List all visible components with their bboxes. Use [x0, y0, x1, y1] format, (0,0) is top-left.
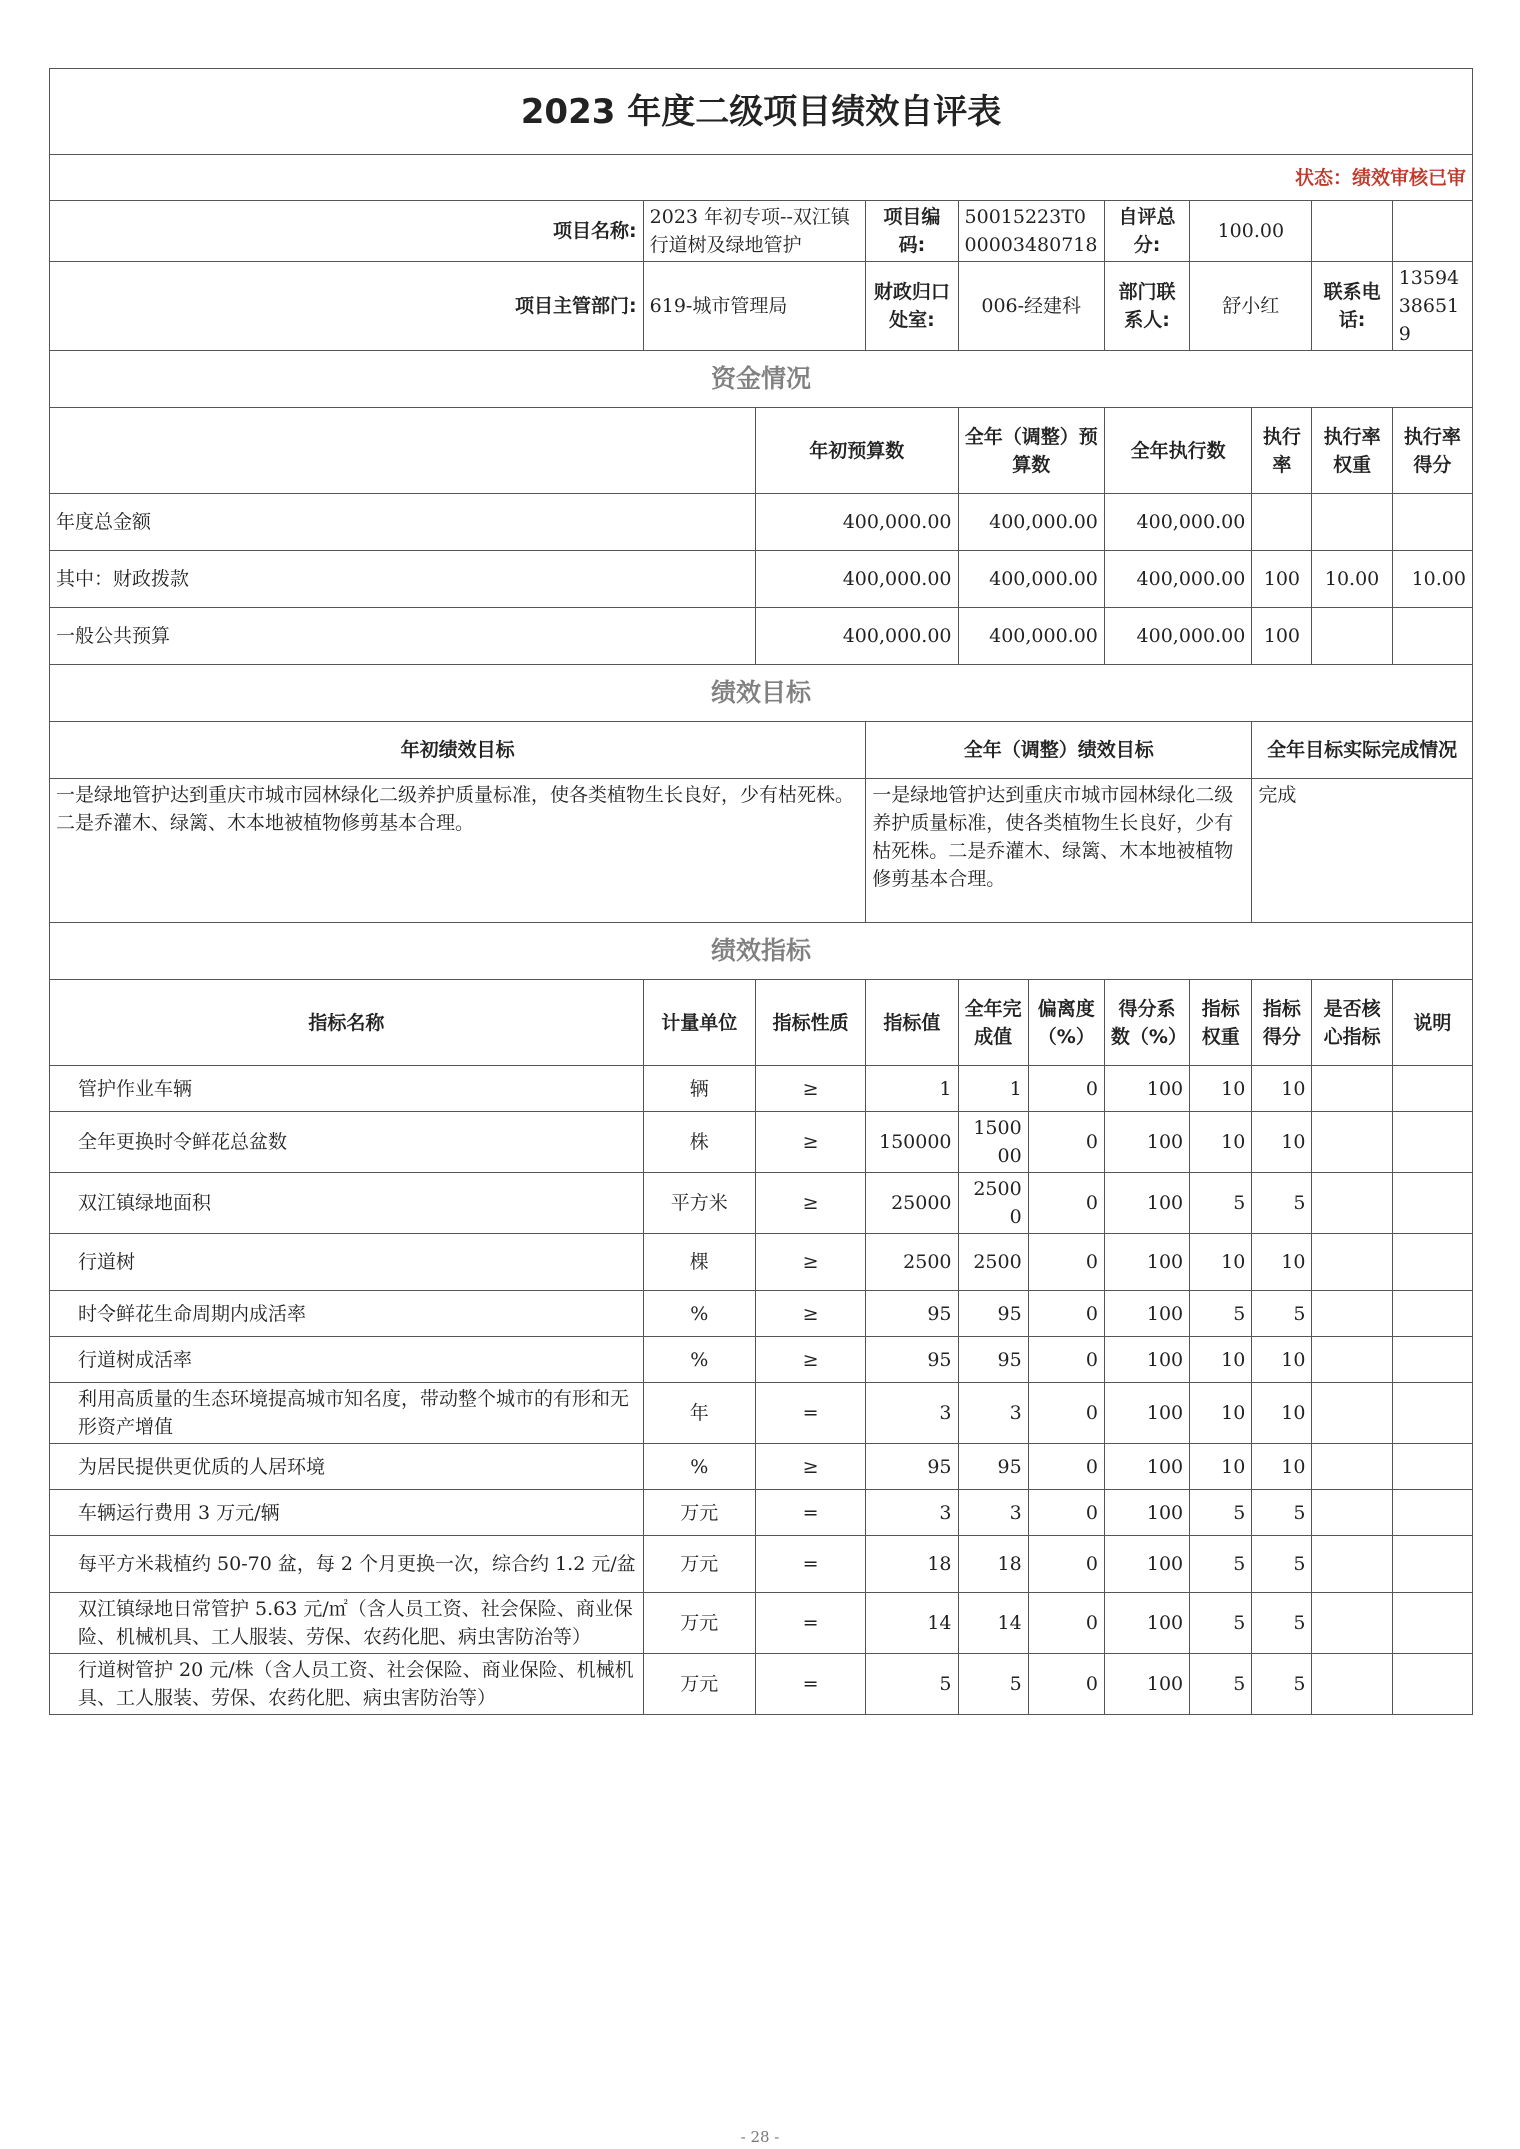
indicator-deviation: 0 — [1028, 1490, 1104, 1536]
table-row — [50, 1593, 1473, 1654]
indicator-deviation: 0 — [1028, 1536, 1104, 1593]
indicator-target: 150000 — [866, 1112, 958, 1173]
indicator-core — [1312, 1593, 1392, 1654]
indicator-core — [1312, 1383, 1392, 1444]
empty-cell — [1392, 201, 1472, 262]
indicator-score: 10 — [1252, 1112, 1312, 1173]
indicator-actual: 2500 — [958, 1234, 1028, 1291]
funds-header-executed: 全年执行数 — [1104, 408, 1251, 494]
funds-row-weight: 10.00 — [1312, 551, 1392, 608]
indicator-header-weight: 指标权重 — [1190, 980, 1252, 1066]
indicator-deviation: 0 — [1028, 1234, 1104, 1291]
indicator-actual: 25000 — [958, 1173, 1028, 1234]
indicator-deviation: 0 — [1028, 1066, 1104, 1112]
indicator-unit: 万元 — [643, 1654, 755, 1715]
funds-row-adjusted: 400,000.00 — [958, 494, 1104, 551]
table-row — [50, 1066, 1473, 1112]
phone-value: 13594386519 — [1392, 262, 1472, 351]
indicator-target: 95 — [866, 1444, 958, 1490]
indicator-nature: ≥ — [755, 1112, 865, 1173]
indicator-score: 5 — [1252, 1490, 1312, 1536]
indicator-actual: 14 — [958, 1593, 1028, 1654]
funds-row-score: 10.00 — [1392, 551, 1472, 608]
phone-label: 联系电话: — [1312, 262, 1392, 351]
dept-label: 项目主管部门: — [50, 262, 644, 351]
goals-header-adjusted: 全年（调整）绩效目标 — [866, 722, 1252, 779]
indicator-deviation: 0 — [1028, 1654, 1104, 1715]
indicator-rows — [50, 1066, 1473, 1715]
indicator-target: 1 — [866, 1066, 958, 1112]
indicator-nature: ≥ — [755, 1234, 865, 1291]
indicator-score: 5 — [1252, 1593, 1312, 1654]
goals-header-initial: 年初绩效目标 — [50, 722, 866, 779]
indicator-target: 25000 — [866, 1173, 958, 1234]
performance-evaluation-table — [49, 68, 1473, 1715]
funds-row-executed: 400,000.00 — [1104, 494, 1251, 551]
indicator-unit: % — [643, 1337, 755, 1383]
funds-row-rate: 100 — [1252, 608, 1312, 665]
goals-actual-text: 完成 — [1252, 779, 1473, 923]
indicator-deviation: 0 — [1028, 1337, 1104, 1383]
indicator-deviation: 0 — [1028, 1291, 1104, 1337]
indicator-actual: 95 — [958, 1291, 1028, 1337]
indicator-actual: 95 — [958, 1337, 1028, 1383]
indicator-core — [1312, 1234, 1392, 1291]
indicator-header-coefficient: 得分系数（%） — [1104, 980, 1189, 1066]
funds-row-budget: 400,000.00 — [755, 494, 958, 551]
indicator-unit: 万元 — [643, 1490, 755, 1536]
indicator-weight: 5 — [1190, 1490, 1252, 1536]
indicator-nature: = — [755, 1654, 865, 1715]
funds-row-rate — [1252, 494, 1312, 551]
indicator-name: 利用高质量的生态环境提高城市知名度，带动整个城市的有形和无形资产增值 — [50, 1383, 644, 1444]
indicator-header-actual: 全年完成值 — [958, 980, 1028, 1066]
indicator-score: 10 — [1252, 1444, 1312, 1490]
indicator-score: 5 — [1252, 1173, 1312, 1234]
status-text: 状态：绩效审核已审 — [50, 155, 1473, 201]
page-number: - 28 - — [740, 2128, 780, 2146]
indicator-score: 10 — [1252, 1066, 1312, 1112]
indicator-actual: 3 — [958, 1490, 1028, 1536]
indicator-score: 10 — [1252, 1234, 1312, 1291]
indicator-note — [1392, 1234, 1472, 1291]
indicator-header-name: 指标名称 — [50, 980, 644, 1066]
indicator-weight: 5 — [1190, 1536, 1252, 1593]
table-row — [50, 608, 1473, 665]
contact-value: 舒小红 — [1190, 262, 1312, 351]
project-code-label: 项目编码: — [866, 201, 958, 262]
dept-value: 619-城市管理局 — [643, 262, 866, 351]
table-body — [50, 69, 1473, 1066]
indicator-unit: 棵 — [643, 1234, 755, 1291]
indicator-weight: 10 — [1190, 1112, 1252, 1173]
indicator-unit: 万元 — [643, 1593, 755, 1654]
goals-header-actual: 全年目标实际完成情况 — [1252, 722, 1473, 779]
indicator-score: 5 — [1252, 1536, 1312, 1593]
funds-row-executed: 400,000.00 — [1104, 551, 1251, 608]
finance-value: 006-经建科 — [958, 262, 1104, 351]
indicator-weight: 10 — [1190, 1444, 1252, 1490]
indicator-name: 双江镇绿地面积 — [50, 1173, 644, 1234]
indicator-score: 10 — [1252, 1383, 1312, 1444]
indicator-header-note: 说明 — [1392, 980, 1472, 1066]
indicator-coefficient: 100 — [1104, 1337, 1189, 1383]
indicator-nature: ≥ — [755, 1066, 865, 1112]
indicator-unit: 万元 — [643, 1536, 755, 1593]
indicator-coefficient: 100 — [1104, 1654, 1189, 1715]
table-row — [50, 1444, 1473, 1490]
indicator-name: 行道树管护 20 元/株（含人员工资、社会保险、商业保险、机械机具、工人服装、劳保、农药化肥、病虫害防治等） — [50, 1654, 644, 1715]
indicator-unit: 年 — [643, 1383, 755, 1444]
indicator-nature: = — [755, 1536, 865, 1593]
indicator-actual: 150000 — [958, 1112, 1028, 1173]
indicator-note — [1392, 1654, 1472, 1715]
indicator-target: 3 — [866, 1490, 958, 1536]
indicator-coefficient: 100 — [1104, 1112, 1189, 1173]
indicator-actual: 18 — [958, 1536, 1028, 1593]
indicator-nature: = — [755, 1490, 865, 1536]
table-row — [50, 1112, 1473, 1173]
indicator-actual: 95 — [958, 1444, 1028, 1490]
indicator-header-target: 指标值 — [866, 980, 958, 1066]
funds-row-weight — [1312, 494, 1392, 551]
indicator-target: 18 — [866, 1536, 958, 1593]
funds-row-budget: 400,000.00 — [755, 608, 958, 665]
funds-row-rate: 100 — [1252, 551, 1312, 608]
funds-row-name: 其中：财政拨款 — [50, 551, 756, 608]
indicator-name: 行道树成活率 — [50, 1337, 644, 1383]
empty-cell — [1312, 201, 1392, 262]
indicator-unit: 辆 — [643, 1066, 755, 1112]
indicator-name: 为居民提供更优质的人居环境 — [50, 1444, 644, 1490]
indicator-actual: 5 — [958, 1654, 1028, 1715]
indicator-core — [1312, 1536, 1392, 1593]
indicator-header-score: 指标得分 — [1252, 980, 1312, 1066]
indicator-name: 时令鲜花生命周期内成活率 — [50, 1291, 644, 1337]
indicator-header-unit: 计量单位 — [643, 980, 755, 1066]
indicator-nature: ≥ — [755, 1291, 865, 1337]
indicator-score: 10 — [1252, 1337, 1312, 1383]
table-row — [50, 1337, 1473, 1383]
indicator-deviation: 0 — [1028, 1112, 1104, 1173]
indicator-unit: 平方米 — [643, 1173, 755, 1234]
indicator-note — [1392, 1536, 1472, 1593]
indicator-name: 车辆运行费用 3 万元/辆 — [50, 1490, 644, 1536]
table-row — [50, 494, 1473, 551]
table-row — [50, 551, 1473, 608]
indicator-note — [1392, 1291, 1472, 1337]
indicator-nature: = — [755, 1593, 865, 1654]
indicator-note — [1392, 1490, 1472, 1536]
indicator-weight: 5 — [1190, 1291, 1252, 1337]
funds-row-name: 年度总金额 — [50, 494, 756, 551]
indicator-core — [1312, 1444, 1392, 1490]
indicator-nature: ≥ — [755, 1173, 865, 1234]
funds-row-score — [1392, 494, 1472, 551]
project-name-label: 项目名称: — [50, 201, 644, 262]
funds-row-weight — [1312, 608, 1392, 665]
finance-label: 财政归口处室: — [866, 262, 958, 351]
table-row — [50, 1234, 1473, 1291]
indicator-note — [1392, 1112, 1472, 1173]
indicator-name: 双江镇绿地日常管护 5.63 元/㎡（含人员工资、社会保险、商业保险、机械机具、工人服装、劳保、农药化肥、病虫害防治等） — [50, 1593, 644, 1654]
goals-initial-text: 一是绿地管护达到重庆市城市园林绿化二级养护质量标准，使各类植物生长良好，少有枯死株。二是乔灌木、绿篱、木本地被植物修剪基本合理。 — [50, 779, 866, 923]
table-row — [50, 1291, 1473, 1337]
indicator-deviation: 0 — [1028, 1173, 1104, 1234]
indicator-unit: % — [643, 1291, 755, 1337]
indicator-score: 5 — [1252, 1291, 1312, 1337]
indicator-weight: 10 — [1190, 1337, 1252, 1383]
indicator-target: 5 — [866, 1654, 958, 1715]
indicator-header-core: 是否核心指标 — [1312, 980, 1392, 1066]
funds-row-score — [1392, 608, 1472, 665]
indicator-coefficient: 100 — [1104, 1593, 1189, 1654]
table-row — [50, 1173, 1473, 1234]
indicator-header-deviation: 偏离度（%） — [1028, 980, 1104, 1066]
indicator-target: 95 — [866, 1337, 958, 1383]
indicator-note — [1392, 1383, 1472, 1444]
goals-section-title: 绩效目标 — [50, 665, 1473, 722]
indicator-unit: % — [643, 1444, 755, 1490]
indicator-nature: = — [755, 1383, 865, 1444]
indicator-target: 3 — [866, 1383, 958, 1444]
indicator-core — [1312, 1173, 1392, 1234]
empty-cell — [50, 408, 756, 494]
indicator-actual: 3 — [958, 1383, 1028, 1444]
funds-row-adjusted: 400,000.00 — [958, 551, 1104, 608]
page-title: 2023 年度二级项目绩效自评表 — [50, 69, 1473, 155]
indicator-header-nature: 指标性质 — [755, 980, 865, 1066]
indicator-coefficient: 100 — [1104, 1444, 1189, 1490]
funds-row-name: 一般公共预算 — [50, 608, 756, 665]
project-code-value: 50015223T000003480718 — [958, 201, 1104, 262]
indicator-core — [1312, 1112, 1392, 1173]
indicator-nature: ≥ — [755, 1337, 865, 1383]
table-row — [50, 1383, 1473, 1444]
indicator-core — [1312, 1066, 1392, 1112]
indicator-target: 14 — [866, 1593, 958, 1654]
table-row — [50, 1654, 1473, 1715]
table-row — [50, 1490, 1473, 1536]
indicator-deviation: 0 — [1028, 1383, 1104, 1444]
indicator-coefficient: 100 — [1104, 1536, 1189, 1593]
indicator-deviation: 0 — [1028, 1593, 1104, 1654]
indicator-coefficient: 100 — [1104, 1234, 1189, 1291]
funds-section-title: 资金情况 — [50, 351, 1473, 408]
indicator-nature: ≥ — [755, 1444, 865, 1490]
indicator-core — [1312, 1490, 1392, 1536]
indicator-score: 5 — [1252, 1654, 1312, 1715]
indicator-core — [1312, 1337, 1392, 1383]
indicator-target: 95 — [866, 1291, 958, 1337]
funds-header-adjusted: 全年（调整）预算数 — [958, 408, 1104, 494]
indicator-weight: 10 — [1190, 1066, 1252, 1112]
funds-row-budget: 400,000.00 — [755, 551, 958, 608]
indicator-weight: 5 — [1190, 1173, 1252, 1234]
indicator-coefficient: 100 — [1104, 1066, 1189, 1112]
indicator-core — [1312, 1654, 1392, 1715]
indicator-weight: 5 — [1190, 1593, 1252, 1654]
indicator-deviation: 0 — [1028, 1444, 1104, 1490]
self-score-label: 自评总分: — [1104, 201, 1189, 262]
indicator-coefficient: 100 — [1104, 1490, 1189, 1536]
indicator-name: 全年更换时令鲜花总盆数 — [50, 1112, 644, 1173]
funds-row-executed: 400,000.00 — [1104, 608, 1251, 665]
indicator-coefficient: 100 — [1104, 1173, 1189, 1234]
table-row — [50, 1536, 1473, 1593]
indicator-weight: 10 — [1190, 1234, 1252, 1291]
indicator-note — [1392, 1066, 1472, 1112]
contact-label: 部门联系人: — [1104, 262, 1189, 351]
indicator-weight: 10 — [1190, 1383, 1252, 1444]
indicator-core — [1312, 1291, 1392, 1337]
indicator-name: 管护作业车辆 — [50, 1066, 644, 1112]
indicator-actual: 1 — [958, 1066, 1028, 1112]
indicator-coefficient: 100 — [1104, 1291, 1189, 1337]
funds-header-rate: 执行率 — [1252, 408, 1312, 494]
indicator-target: 2500 — [866, 1234, 958, 1291]
project-name-value: 2023 年初专项--双江镇行道树及绿地管护 — [643, 201, 866, 262]
indicator-name: 每平方米栽植约 50-70 盆，每 2 个月更换一次，综合约 1.2 元/盆 — [50, 1536, 644, 1593]
indicator-note — [1392, 1337, 1472, 1383]
funds-row-adjusted: 400,000.00 — [958, 608, 1104, 665]
indicator-coefficient: 100 — [1104, 1383, 1189, 1444]
indicator-note — [1392, 1444, 1472, 1490]
indicator-note — [1392, 1593, 1472, 1654]
indicator-unit: 株 — [643, 1112, 755, 1173]
indicators-section-title: 绩效指标 — [50, 923, 1473, 980]
funds-header-budget: 年初预算数 — [755, 408, 958, 494]
goals-adjusted-text: 一是绿地管护达到重庆市城市园林绿化二级养护质量标准，使各类植物生长良好，少有枯死株。二是乔灌木、绿篱、木本地被植物修剪基本合理。 — [866, 779, 1252, 923]
indicator-note — [1392, 1173, 1472, 1234]
funds-header-score: 执行率得分 — [1392, 408, 1472, 494]
indicator-weight: 5 — [1190, 1654, 1252, 1715]
self-score-value: 100.00 — [1190, 201, 1312, 262]
funds-header-weight: 执行率权重 — [1312, 408, 1392, 494]
indicator-name: 行道树 — [50, 1234, 644, 1291]
